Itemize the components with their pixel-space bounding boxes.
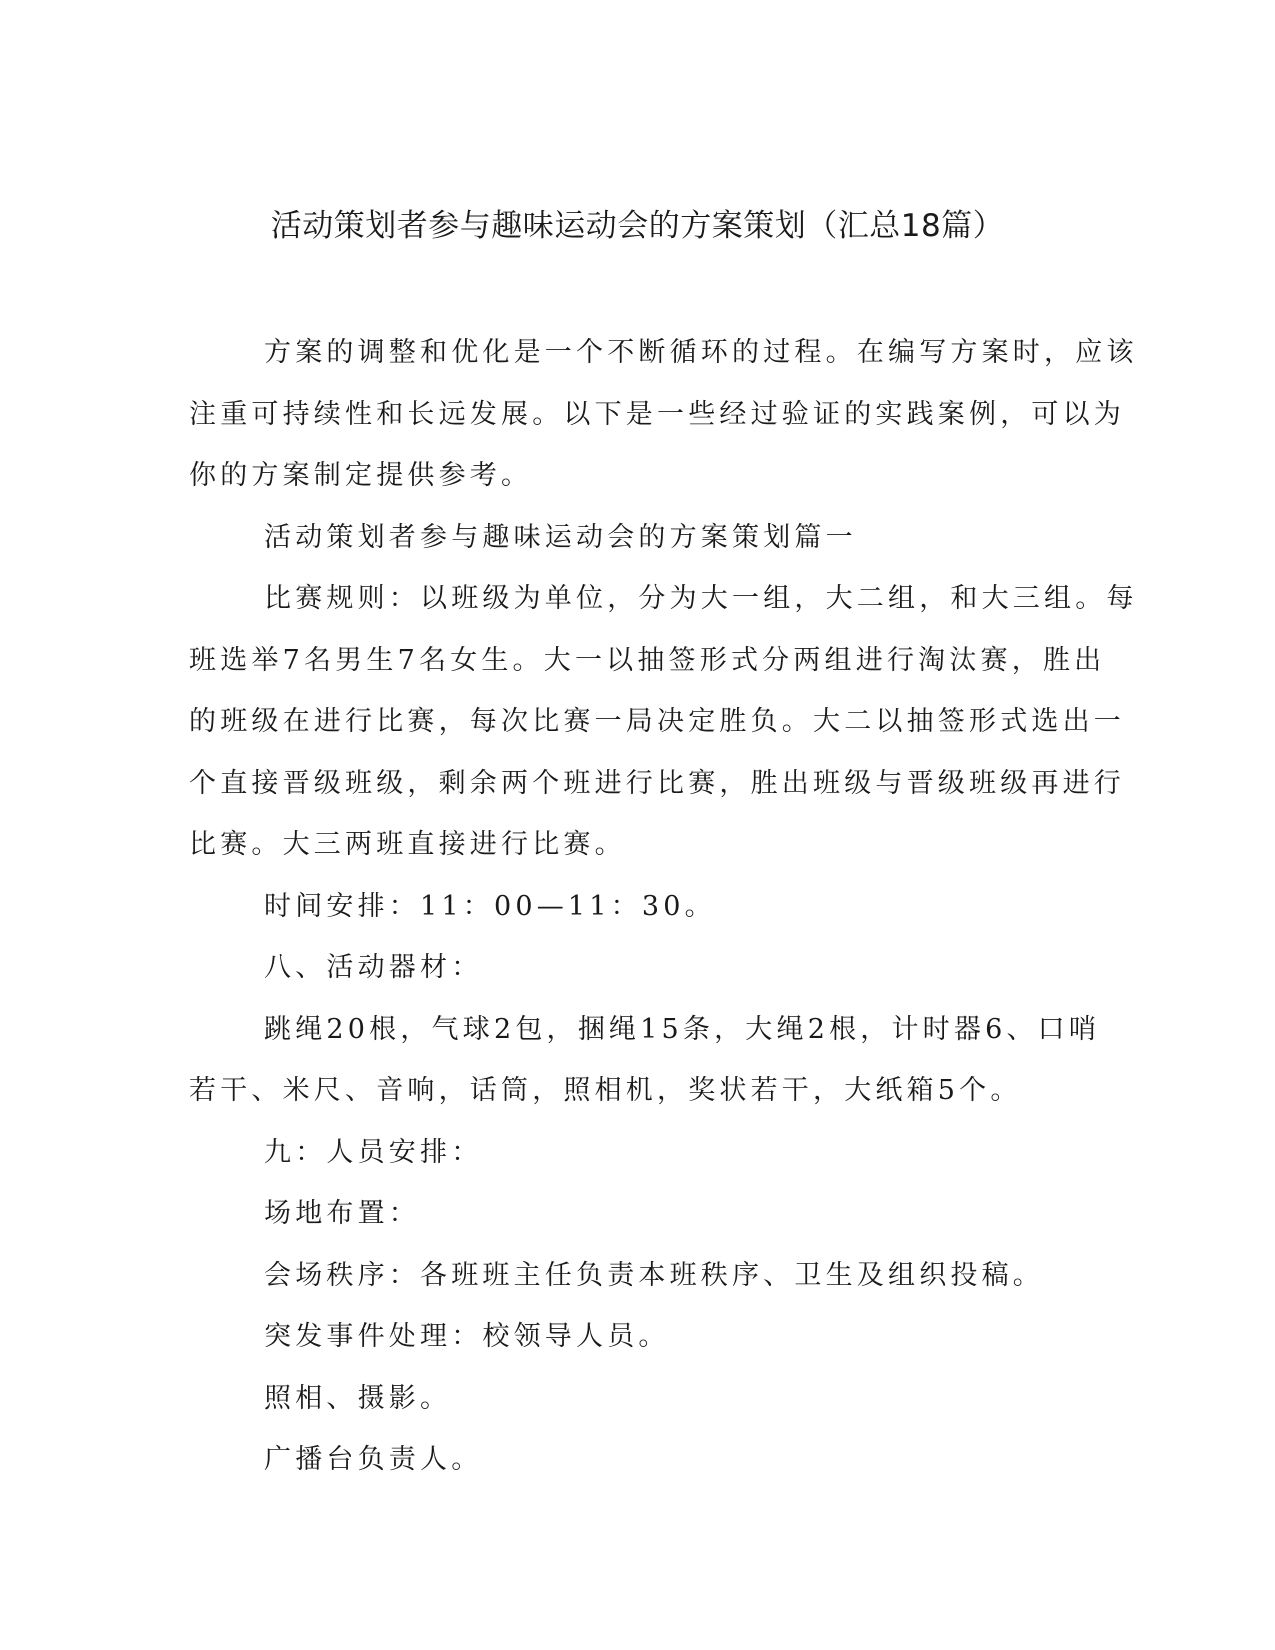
paragraph-broadcast <box>189 1429 1069 1491</box>
paragraph-rules <box>189 568 1138 876</box>
text-line: 会场秩序：各班班主任负责本班秩序、卫生及组织投稿。 <box>264 1259 1044 1291</box>
text-line: 你的方案制定提供参考。 <box>189 460 533 491</box>
text-line: 比赛。大三两班直接进行比赛。 <box>189 829 626 860</box>
text-line: 班选举7名男生7名女生。大一以抽签形式分两组进行淘汰赛，胜出 <box>189 644 1106 676</box>
paragraph-emergency <box>189 1306 1069 1368</box>
text-line: 活动策划者参与趣味运动会的方案策划篇一 <box>264 521 857 553</box>
text-line: 照相、摄影。 <box>264 1382 452 1414</box>
text-line: 方案的调整和优化是一个不断循环的过程。在编写方案时，应该 <box>264 337 1138 368</box>
paragraph-equipment-list <box>189 999 1101 1122</box>
text-line: 若干、米尺、音响，话筒，照相机，奖状若干，大纸箱5个。 <box>189 1075 1022 1106</box>
paragraph-staff-heading <box>189 1122 1069 1184</box>
paragraph-order <box>189 1245 1069 1307</box>
text-line: 场地布置： <box>264 1198 420 1229</box>
paragraph-venue <box>189 1183 1069 1245</box>
paragraph-schedule <box>189 876 1069 938</box>
text-line: 八、活动器材： <box>264 952 483 983</box>
text-line: 广播台负责人。 <box>264 1444 483 1475</box>
paragraph-intro <box>189 322 1138 507</box>
text-line: 跳绳20根，气球2包，捆绳15条，大绳2根，计时器6、口哨 <box>264 1013 1101 1045</box>
text-line: 注重可持续性和长远发展。以下是一些经过验证的实践案例，可以为 <box>189 398 1125 430</box>
text-line: 个直接晋级班级，剩余两个班进行比赛，胜出班级与晋级班级再进行 <box>189 767 1125 799</box>
document-title: 活动策划者参与趣味运动会的方案策划（汇总18篇） <box>270 208 1005 244</box>
text-line: 的班级在进行比赛，每次比赛一局决定胜负。大二以抽签形式选出一 <box>189 706 1125 737</box>
text-line: 突发事件处理：校领导人员。 <box>264 1321 670 1352</box>
section-heading <box>189 507 1069 569</box>
text-line: 九：人员安排： <box>264 1136 483 1168</box>
document-body <box>189 322 1138 1491</box>
text-line: 比赛规则：以班级为单位，分为大一组，大二组，和大三组。每 <box>264 583 1138 614</box>
paragraph-equipment-heading <box>189 937 1069 999</box>
text-line: 时间安排：11：00—11：30。 <box>264 890 716 922</box>
paragraph-photo <box>189 1368 1069 1430</box>
